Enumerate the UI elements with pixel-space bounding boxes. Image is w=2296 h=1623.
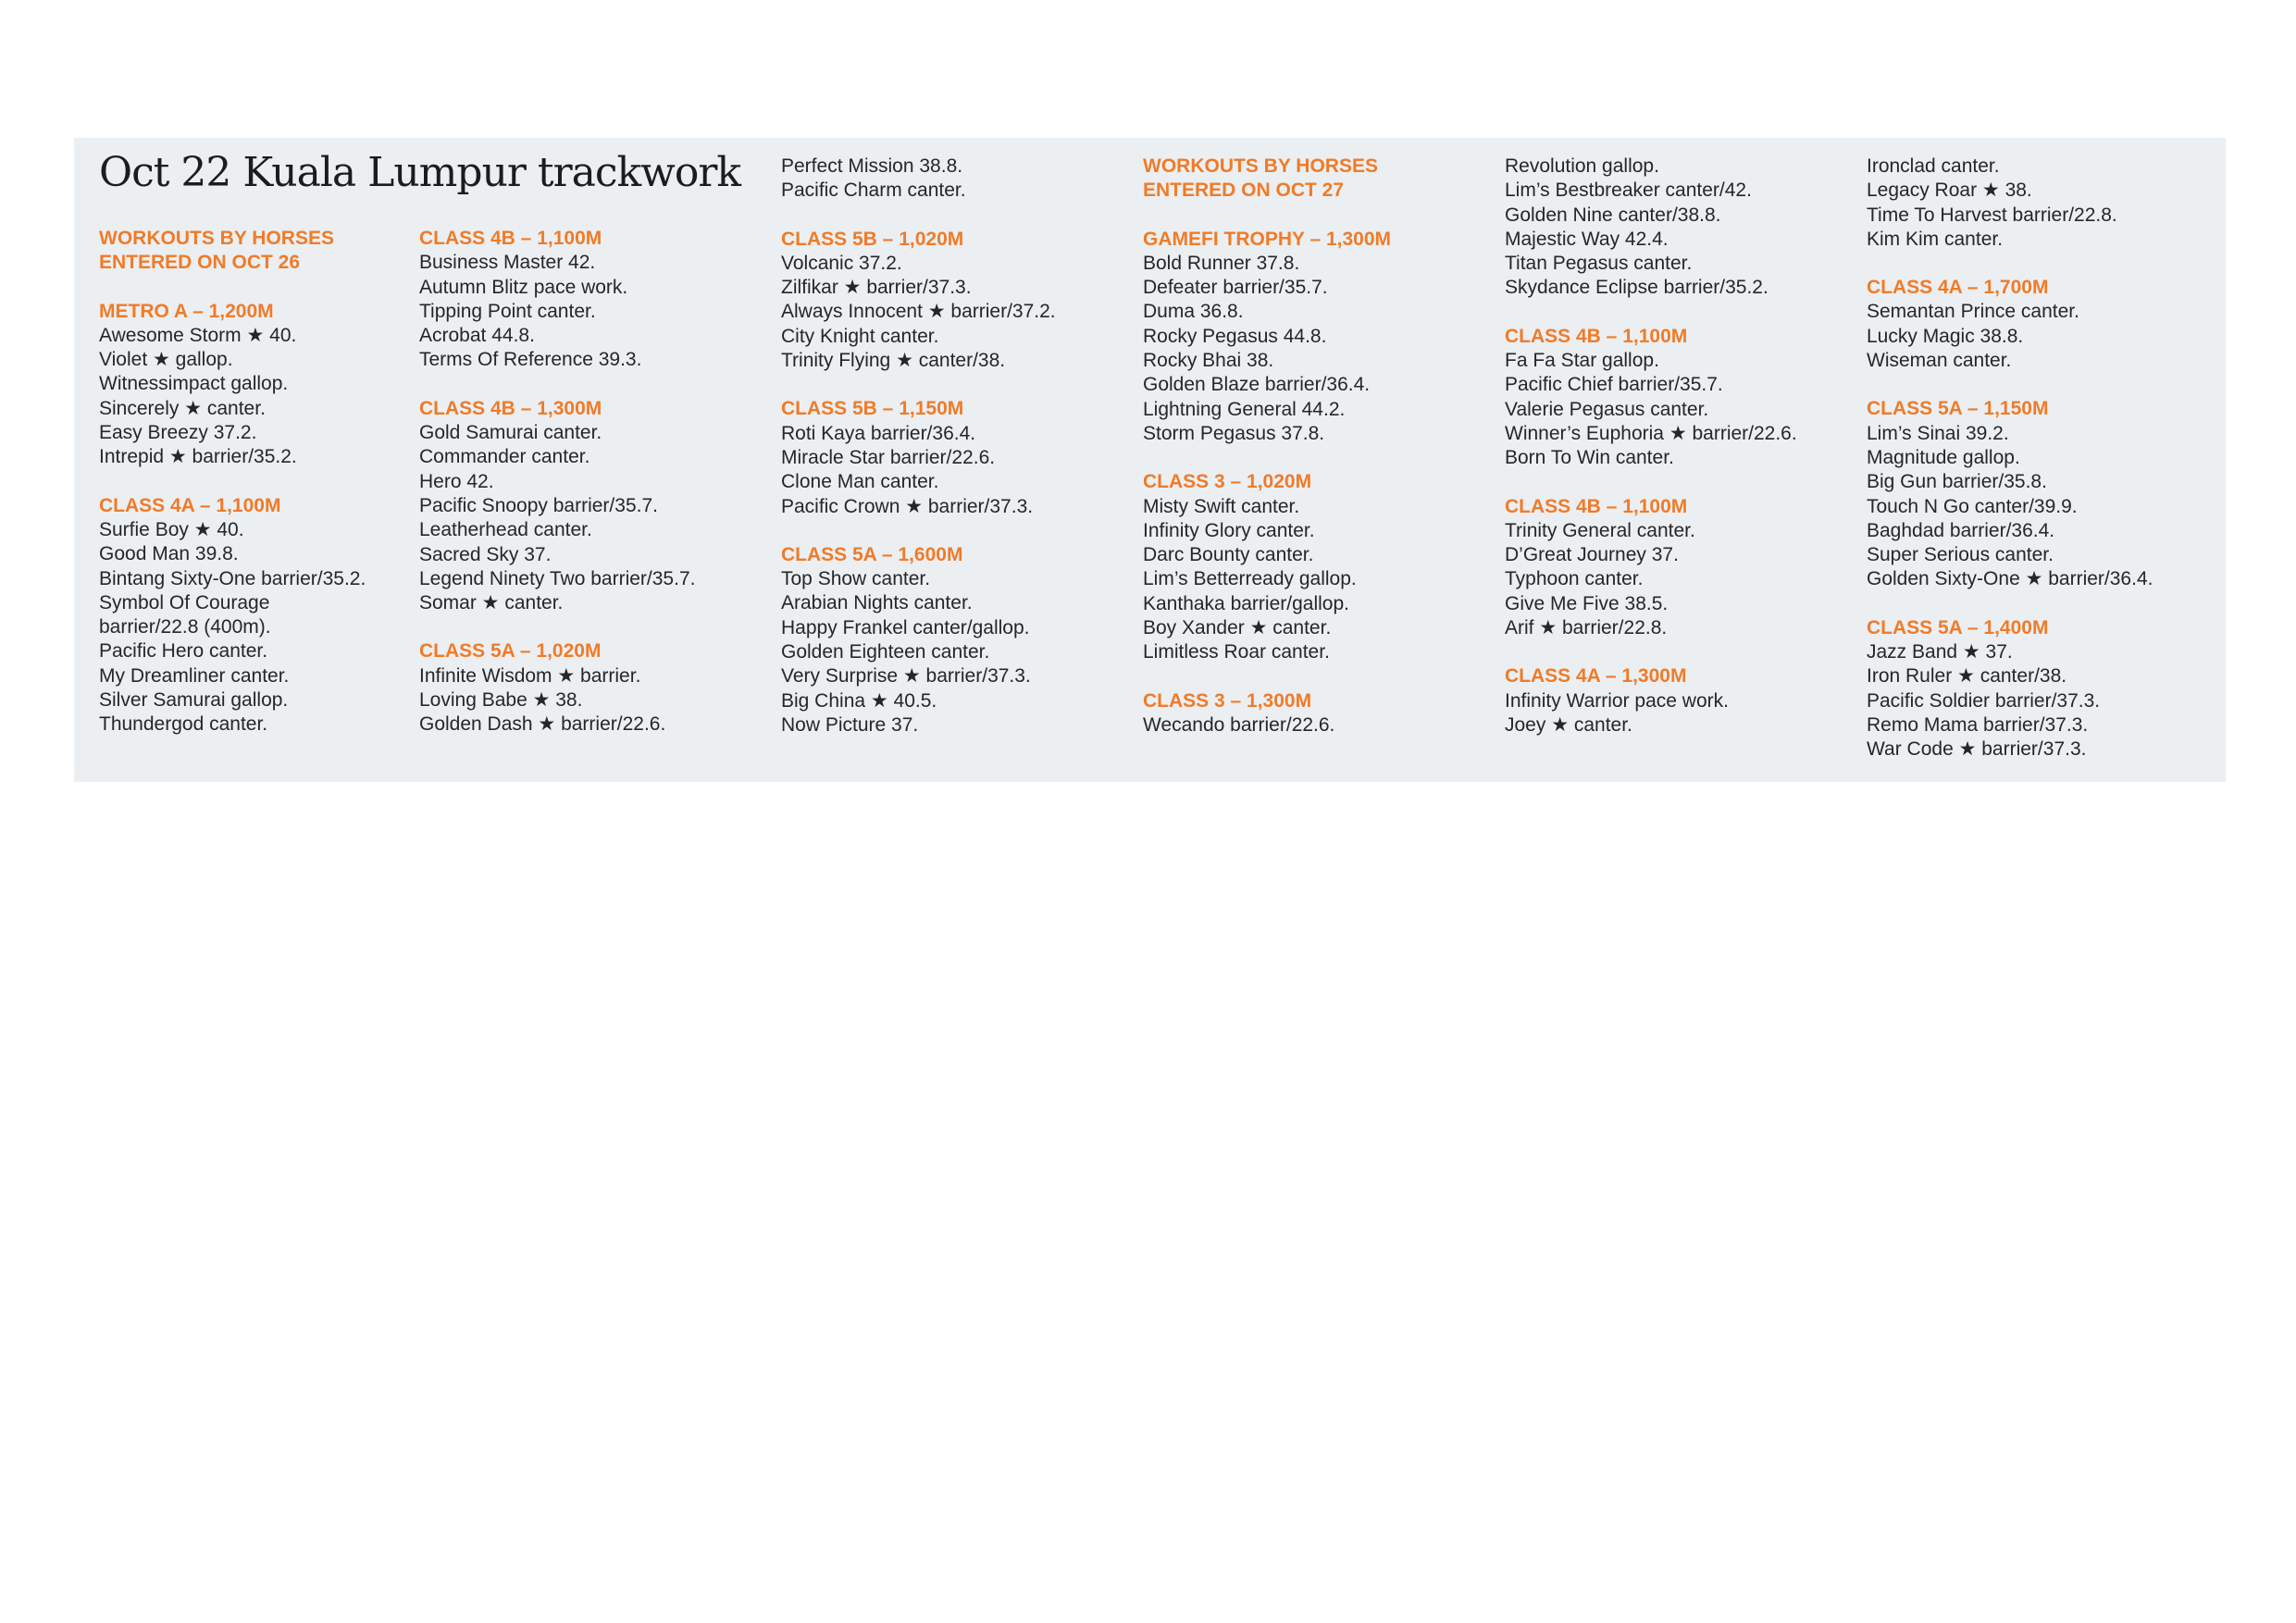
workout-entry: Infinity Warrior pace work. [1505, 689, 1729, 712]
section-heading: CLASS 4A – 1,100M [99, 494, 281, 516]
workout-entry: Now Picture 37. [781, 713, 919, 736]
workout-entry: Acrobat 44.8. [419, 325, 535, 347]
workout-entry: Kim Kim canter. [1867, 228, 2004, 250]
workout-entry: Misty Swift canter. [1143, 495, 1300, 517]
race-group [781, 397, 1056, 518]
workout-entry: Arif ★ barrier/22.8. [1505, 617, 1668, 639]
workout-entry: Valerie Pegasus canter. [1505, 398, 1709, 420]
workout-entry: Pacific Chief barrier/35.7. [1505, 374, 1723, 396]
race-group [419, 397, 695, 616]
race-group [1867, 616, 2153, 762]
workout-entry: Bintang Sixty-One barrier/35.2. [99, 567, 366, 589]
workout-entry: Iron Ruler ★ canter/38. [1867, 665, 2067, 688]
workout-entry: Pacific Charm canter. [781, 180, 966, 202]
workout-entry: Good Man 39.8. [99, 543, 239, 565]
workout-entry: Pacific Snoopy barrier/35.7. [419, 494, 658, 516]
workout-entry: Thundergod canter. [99, 713, 268, 736]
workout-entry: Zilfikar ★ barrier/37.3. [781, 277, 972, 299]
workout-entry: Terms Of Reference 39.3. [419, 349, 642, 371]
workout-entry: Miracle Star barrier/22.6. [781, 446, 996, 468]
workout-entry: Witnessimpact gallop. [99, 373, 289, 395]
race-group [1505, 325, 1797, 471]
trackwork-panel [74, 138, 2226, 782]
race-group [1143, 155, 1391, 204]
workout-entry: Golden Sixty-One ★ barrier/36.4. [1867, 568, 2153, 590]
workout-entry: Business Master 42. [419, 252, 596, 274]
workout-entry: Golden Dash ★ barrier/22.6. [419, 713, 666, 736]
section-heading: CLASS 5B – 1,020M [781, 228, 964, 250]
workout-entry: Symbol Of Courage [99, 591, 270, 613]
workout-entry: Trinity General canter. [1505, 519, 1695, 541]
race-group [781, 543, 1056, 737]
workout-entry: Hero 42. [419, 470, 494, 492]
workout-entry: Pacific Crown ★ barrier/37.3. [781, 495, 1034, 517]
workout-entry: Leatherhead canter. [419, 519, 592, 541]
workout-entry: War Code ★ barrier/37.3. [1867, 738, 2087, 761]
workout-entry: Wiseman canter. [1867, 350, 2012, 372]
workout-entry: Revolution gallop. [1505, 155, 1659, 177]
workout-entry: Typhoon canter. [1505, 568, 1644, 590]
workout-entry: Legend Ninety Two barrier/35.7. [419, 567, 696, 589]
workout-entry: Violet ★ gallop. [99, 349, 233, 371]
section-heading: CLASS 5A – 1,150M [1867, 398, 2049, 420]
section-heading: CLASS 5A – 1,020M [419, 640, 602, 663]
workout-entry: Volcanic 37.2. [781, 252, 902, 274]
workout-entry: Sincerely ★ canter. [99, 397, 266, 419]
workout-entry: Easy Breezy 37.2. [99, 422, 257, 444]
column-4 [1143, 155, 1391, 737]
workout-entry: Jazz Band ★ 37. [1867, 641, 2013, 663]
section-heading: CLASS 5A – 1,400M [1867, 616, 2049, 638]
race-group [99, 227, 366, 276]
workout-entry: Remo Mama barrier/37.3. [1867, 713, 2089, 736]
race-group [1505, 155, 1797, 301]
workout-entry: Big China ★ 40.5. [781, 689, 937, 712]
race-group [1505, 664, 1797, 737]
column-3 [781, 155, 1056, 737]
section-heading: GAMEFI TROPHY – 1,300M [1143, 228, 1392, 250]
workout-entry: Roti Kaya barrier/36.4. [781, 422, 976, 444]
workout-entry: Arabian Nights canter. [781, 592, 973, 614]
race-group [1143, 228, 1391, 447]
section-heading: CLASS 4B – 1,100M [1505, 325, 1688, 347]
workout-entry: Infinity Glory canter. [1143, 519, 1315, 541]
workout-entry: Lim’s Bestbreaker canter/42. [1505, 180, 1752, 202]
workout-entry: Skydance Eclipse barrier/35.2. [1505, 277, 1769, 299]
workout-entry: Born To Win canter. [1505, 447, 1674, 469]
workout-entry: Loving Babe ★ 38. [419, 689, 583, 712]
column-6 [1867, 155, 2153, 762]
workout-entry: Pacific Soldier barrier/37.3. [1867, 689, 2101, 712]
workout-entry: Silver Samurai gallop. [99, 689, 289, 712]
workout-entry: Storm Pegasus 37.8. [1143, 422, 1325, 444]
workout-entry: Commander canter. [419, 446, 590, 468]
workout-entry: Duma 36.8. [1143, 301, 1244, 323]
section-heading: ENTERED ON OCT 26 [99, 252, 301, 274]
section-heading: CLASS 4A – 1,300M [1505, 665, 1687, 688]
section-heading: WORKOUTS BY HORSES [1143, 155, 1378, 177]
workout-entry: Time To Harvest barrier/22.8. [1867, 204, 2117, 226]
workout-entry: Baghdad barrier/36.4. [1867, 519, 2055, 541]
workout-entry: Golden Eighteen canter. [781, 641, 990, 663]
workout-entry: Golden Blaze barrier/36.4. [1143, 374, 1371, 396]
race-group [1143, 689, 1391, 738]
race-group [419, 639, 695, 737]
section-heading: CLASS 4B – 1,100M [419, 228, 602, 249]
workout-entry: Awesome Storm ★ 40. [99, 324, 297, 346]
workout-entry: Rocky Bhai 38. [1143, 350, 1274, 372]
workout-entry: Intrepid ★ barrier/35.2. [99, 446, 297, 468]
workout-entry: Bold Runner 37.8. [1143, 252, 1300, 274]
section-heading: METRO A – 1,200M [99, 300, 274, 322]
workout-entry: Darc Bounty canter. [1143, 544, 1314, 566]
workout-entry: Majestic Way 42.4. [1505, 228, 1669, 250]
workout-entry: Lucky Magic 38.8. [1867, 325, 2024, 347]
race-group [99, 494, 366, 737]
race-group [1867, 397, 2153, 591]
race-group [419, 227, 695, 373]
workout-entry: City Knight canter. [781, 325, 939, 347]
section-heading: CLASS 3 – 1,300M [1143, 689, 1312, 712]
workout-entry: Magnitude gallop. [1867, 446, 2020, 468]
workout-entry: Titan Pegasus canter. [1505, 253, 1693, 275]
workout-entry: Lim’s Betterready gallop. [1143, 568, 1357, 590]
workout-entry: Lightning General 44.2. [1143, 398, 1346, 420]
workout-entry: Somar ★ canter. [419, 592, 564, 614]
section-heading: CLASS 5A – 1,600M [781, 543, 963, 565]
workout-entry: Top Show canter. [781, 568, 931, 590]
workout-entry: Kanthaka barrier/gallop. [1143, 592, 1349, 614]
workout-entry: Pacific Hero canter. [99, 640, 268, 663]
race-group [781, 228, 1056, 374]
workout-entry: D’Great Journey 37. [1505, 544, 1679, 566]
workout-entry: Clone Man canter. [781, 471, 939, 493]
workout-entry: Autumn Blitz pace work. [419, 276, 628, 298]
workout-entry: Lim’s Sinai 39.2. [1867, 422, 2009, 444]
column-1 [99, 227, 366, 737]
workout-entry: Golden Nine canter/38.8. [1505, 204, 1721, 226]
race-group [1867, 155, 2153, 252]
workout-entry: Super Serious canter. [1867, 544, 2054, 566]
workout-entry: Legacy Roar ★ 38. [1867, 180, 2032, 202]
workout-entry: Sacred Sky 37. [419, 543, 552, 565]
workout-entry: Winner’s Euphoria ★ barrier/22.6. [1505, 422, 1797, 444]
workout-entry: Infinite Wisdom ★ barrier. [419, 664, 641, 687]
workout-entry: Give Me Five 38.5. [1505, 592, 1669, 614]
workout-entry: Gold Samurai canter. [419, 422, 602, 444]
workout-entry: Happy Frankel canter/gallop. [781, 616, 1030, 638]
section-heading: CLASS 4B – 1,300M [419, 397, 602, 419]
workout-entry: Rocky Pegasus 44.8. [1143, 325, 1327, 347]
workout-entry: Tipping Point canter. [419, 300, 596, 322]
section-heading: CLASS 3 – 1,020M [1143, 471, 1312, 493]
workout-entry: Ironclad canter. [1867, 155, 2000, 177]
workout-entry: Trinity Flying ★ canter/38. [781, 350, 1006, 372]
column-5 [1505, 155, 1797, 737]
workout-entry: Limitless Roar canter. [1143, 641, 1330, 663]
page-title: Oct 22 Kuala Lumpur trackwork [99, 149, 741, 196]
section-heading: CLASS 5B – 1,150M [781, 398, 964, 420]
column-2 [419, 227, 695, 737]
workout-entry: Defeater barrier/35.7. [1143, 277, 1328, 299]
race-group [1143, 470, 1391, 664]
section-heading: CLASS 4A – 1,700M [1867, 277, 2049, 299]
race-group [1505, 495, 1797, 641]
workout-entry: Touch N Go canter/39.9. [1867, 495, 2078, 517]
race-group [99, 300, 366, 470]
workout-entry: Very Surprise ★ barrier/37.3. [781, 665, 1031, 688]
workout-entry: Joey ★ canter. [1505, 713, 1632, 736]
section-heading: ENTERED ON OCT 27 [1143, 180, 1345, 202]
workout-entry: Perfect Mission 38.8. [781, 155, 963, 177]
workout-entry: Big Gun barrier/35.8. [1867, 471, 2047, 493]
workout-entry: Semantan Prince canter. [1867, 301, 2079, 323]
workout-entry: Always Innocent ★ barrier/37.2. [781, 301, 1056, 323]
race-group [1867, 276, 2153, 373]
workout-entry: Boy Xander ★ canter. [1143, 617, 1332, 639]
workout-entry: Fa Fa Star gallop. [1505, 350, 1659, 372]
workout-entry: Wecando barrier/22.6. [1143, 713, 1335, 736]
workout-entry: Surfie Boy ★ 40. [99, 518, 244, 540]
workout-entry: barrier/22.8 (400m). [99, 616, 271, 638]
race-group [781, 155, 1056, 204]
workout-entry: My Dreamliner canter. [99, 664, 290, 687]
section-heading: CLASS 4B – 1,100M [1505, 495, 1688, 517]
section-heading: WORKOUTS BY HORSES [99, 228, 334, 249]
